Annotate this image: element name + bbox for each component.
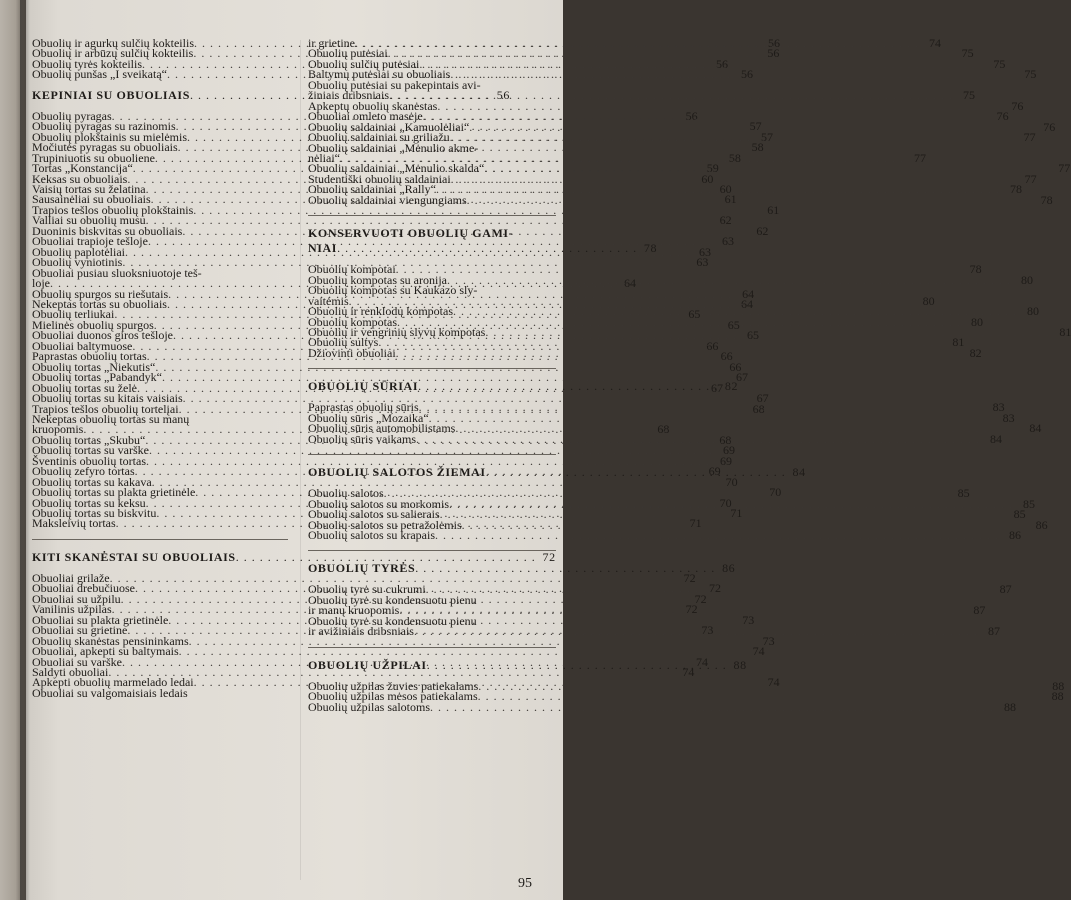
toc-entry-page: 83 (1002, 410, 1015, 425)
toc-entry-title: Obuolių tortas „Niekutis“ (32, 359, 156, 374)
dot-leader (418, 379, 718, 394)
toc-entry-page: 62 (719, 213, 732, 228)
toc-entry-page: 74 (695, 654, 708, 669)
toc-entry-page: 75 (1024, 67, 1037, 82)
toc-entry-page: 56 (685, 108, 698, 123)
toc-entry-page: 77 (1023, 130, 1036, 145)
toc-entry-page: 69 (720, 453, 732, 468)
toc-entry-page: 70 (769, 485, 782, 500)
section-page: 84 (792, 465, 806, 480)
toc-entry-title: Obuoliai su grietine (32, 623, 128, 638)
toc-entry-page: 56 (767, 46, 780, 61)
toc-entry-title-line1: Obuolių tyrė su kondensuotu pienu (308, 613, 477, 628)
page-number: 95 (518, 876, 532, 891)
toc-entry-title: Obuolių užpilas salotoms (308, 699, 430, 714)
toc-entry-title: Obuolių pyragas (32, 108, 112, 123)
toc-entry-page: 74 (767, 675, 780, 690)
section-heading-line2-row (308, 241, 658, 256)
toc-entry-page: 88 (1004, 699, 1016, 714)
toc-entry-page: 58 (728, 150, 741, 165)
toc-entry-page: 72 (694, 591, 707, 606)
toc-entry-title: Obuoliai duonos giros tešloje (32, 328, 173, 343)
toc-entry-title: Močiutės pyragas su obuoliais (32, 140, 178, 155)
toc-entry-title: Obuolių spurgos su riešutais (32, 286, 169, 301)
section-heading-text: KEPINIAI SU OBUOLIAIS (32, 87, 190, 102)
toc-entry-page: 72 (683, 570, 696, 585)
toc-entry-page: 76 (1043, 119, 1056, 134)
toc-entry-title: Obuolių salotos su salierais (308, 507, 440, 522)
toc-entry-title: Obuolių salotos su morkomis (308, 496, 450, 511)
toc-entry-page: 59 (706, 161, 719, 176)
toc-entry-title: Obuolių tortas su plakta grietinėle (32, 485, 196, 500)
toc-entry-title-line1: Obuolių tyrė su kondensuotu pienu (308, 592, 477, 607)
dot-leader (447, 275, 1011, 285)
toc-entry-page: 81 (1059, 324, 1071, 339)
toc-entry-title: Obuolių saldainiai „Rally“ (308, 182, 436, 197)
toc-entry-title: Obuolių skanėstas pensininkams (32, 633, 189, 648)
section-heading-text: OBUOLIŲ SŪRIAI (308, 379, 419, 394)
toc-entry-page: 64 (742, 286, 755, 301)
toc-entry-page: 75 (961, 46, 974, 61)
toc-entry-title: Maksleivių tortas (32, 516, 116, 531)
toc-entry-title-line2: ir manų kruopomis (308, 603, 400, 618)
toc-entry-title: Obuolių kompotai (308, 262, 396, 277)
toc-entry-title: Obuolių tyrė su cukrumi (308, 582, 426, 597)
toc-entry-page: 80 (922, 293, 935, 308)
dot-leader (435, 530, 999, 540)
toc-entry-page: 80 (1026, 304, 1039, 319)
toc-entry-page: 63 (721, 234, 734, 249)
toc-entry-title: Obuolių ir arbūzų sulčių kokteilis (32, 46, 194, 61)
toc-entry-title: Obuolių salotos (308, 486, 384, 501)
toc-entry-page: 86 (1035, 517, 1048, 532)
toc-entry-title: Obuolių kompotas (308, 314, 397, 329)
toc-entry-title: Obuolių saldainiai viengungiams (308, 192, 467, 207)
toc-entry-title: Obuoliai, apkepti su baltymais (32, 644, 179, 659)
toc-entry-page: 63 (698, 244, 711, 259)
toc-entry-page: 67 (710, 380, 723, 395)
toc-entry-page: 86 (1009, 527, 1021, 542)
toc-entry-title: Obuolių kompotas su aronija (308, 272, 447, 287)
toc-entry-title: Trupiniuotis su obuoliene (32, 150, 155, 165)
toc-entry-title: Obuolių punšas „I sveikatą“ (32, 67, 167, 82)
toc-entry-title: Vaisių tortas su želatina (32, 181, 146, 196)
dot-leader (415, 561, 715, 576)
toc-entry-page: 67 (756, 391, 769, 406)
toc-entry-title: Obuolių ir renklodų kompotas (308, 304, 453, 319)
toc-entry-title: Obuoliai su plakta grietinėle (32, 612, 169, 627)
toc-entry-page: 57 (749, 119, 762, 134)
toc-entry-title: Paprastas obuolių sūris (308, 400, 419, 415)
toc-entry-title: Obuolių tortas su biskvitu (32, 506, 157, 521)
toc-entry-page: 73 (762, 633, 775, 648)
toc-entry-page: 77 (1024, 171, 1037, 186)
dot-leader (427, 654, 727, 673)
dot-leader (396, 348, 960, 358)
dot-leader (426, 581, 990, 596)
toc-entry-title-line1: Obuolių saldainiai „Mėnulio akme- (308, 140, 479, 155)
toc-entry-title: Obuolių putėsiai (308, 46, 388, 61)
toc-entry-page: 57 (761, 129, 773, 144)
toc-entry-page: 80 (1020, 272, 1033, 287)
dot-leader (467, 192, 1031, 207)
toc-entry-page: 60 (701, 171, 714, 186)
toc-entry-page: 87 (973, 603, 986, 618)
toc-entry-title: Obuolių sultys (308, 335, 379, 350)
toc-entry-title-line2: nėliai“ (308, 150, 340, 165)
dot-leader (486, 465, 786, 480)
section-heading-kiti (32, 549, 556, 565)
toc-entry-page: 67 (735, 370, 748, 385)
toc-entry-page: 83 (992, 400, 1005, 415)
toc-entry-title: Džiovinti obuoliai (308, 345, 396, 360)
toc-entry-title: Obuolių plokštainis su mielėmis (32, 129, 187, 144)
section-page: 56 (496, 87, 510, 102)
toc-entry-page: 56 (767, 36, 780, 50)
toc-entry-title: Obuolių tortas su keksu (32, 495, 146, 510)
toc-entry-title-line1: Obuolių putėsiai su pakepintais avi- (308, 77, 481, 92)
toc-entry-title: Tortas „Konstancija“ (32, 161, 133, 176)
toc-entry-title-line1: Obuoliai pusiau sluoksniuotoje teš- (32, 265, 202, 280)
section-rule (308, 454, 556, 455)
toc-entry-title: Obuolių saldainiai su griliažu (308, 130, 450, 145)
toc-entry (308, 527, 1021, 542)
dot-leader (450, 67, 1014, 82)
toc-entry-title-line2: vaitėmis (308, 293, 349, 308)
toc-entry-page: 70 (725, 474, 738, 489)
dot-leader (450, 129, 1014, 144)
toc-entry-page: 64 (740, 296, 753, 311)
toc-entry-page: 77 (913, 150, 926, 165)
toc-entry-title: Apkepti obuolių marmelado ledai (32, 675, 194, 690)
toc-entry-title: Paprastas obuolių tortas (32, 349, 147, 364)
toc-entry-page: 58 (751, 140, 764, 155)
toc-entry-title: Obuolių užpilas mėsos patiekalams (308, 689, 478, 704)
toc-entry-title: Obuolių paplotėliai (32, 244, 125, 259)
section-heading-text: KITI SKANĖSTAI SU OBUOLIAIS (32, 549, 236, 564)
toc-entry-page: 66 (706, 338, 719, 353)
section-page: 72 (542, 549, 556, 564)
section-rule (308, 647, 556, 648)
toc-entry-page: 69 (722, 443, 735, 458)
toc-entry-title-line2: loje (32, 276, 50, 291)
section-heading-konservuoti (308, 226, 658, 256)
toc-entry-page: 74 (752, 644, 765, 659)
toc-entry-title: Keksas su obuoliais (32, 171, 128, 186)
toc-entry-title: Obuoliai drebučiuose (32, 581, 135, 596)
toc-entry-page: 68 (719, 432, 732, 447)
toc-entry-title: Obuolių tortas su varške (32, 443, 149, 458)
toc-entry-page: 69 (708, 464, 721, 479)
toc-entry-title: Apkeptų obuolių skanėstas (308, 98, 438, 113)
dot-leader (430, 702, 994, 712)
toc-entry-page: 85 (957, 486, 970, 501)
toc-entry-title: Saldyti obuoliai (32, 665, 109, 680)
section-heading-line1: KONSERVUOTI OBUOLIŲ GAMI- (308, 226, 514, 241)
toc-entry-title: Trapios tešlos obuolių plokštainis (32, 202, 194, 217)
toc-entry-title: Obuolių tortas su želė (32, 380, 137, 395)
toc-entry-title: Obuoliai su varške (32, 654, 122, 669)
section-rule (308, 550, 556, 551)
toc-entry-page: 84 (990, 431, 1002, 446)
section-heading-line2: NIAI (308, 241, 338, 256)
toc-entry-title: Studentiški obuolių saldainiai (308, 171, 451, 186)
toc-entry (32, 685, 288, 700)
toc-entry-title: Vanilinis užpilas (32, 602, 112, 617)
toc-entry-title-line1: Obuolių kompotas su Kaukazo sly- (308, 283, 478, 298)
toc-entry-page: 87 (999, 582, 1012, 597)
toc-entry-title: Obuoliai su užpilu (32, 591, 121, 606)
toc-entry-title: Trapios tešlos obuolių tortelįai (32, 401, 179, 416)
toc-entry-title: Obuoliai baltymuose (32, 338, 133, 353)
toc-entry-title-line2: žiniais dribsniais (308, 88, 389, 103)
toc-entry-page: 87 (987, 624, 1000, 639)
toc-entry-page: 56 (740, 67, 753, 82)
toc-entry-title: Obuolių sūris automobilistams (308, 421, 456, 436)
toc-entry-page: 76 (1011, 98, 1024, 113)
toc-entry-title: Baltymų putėsiai su obuoliais (308, 67, 451, 82)
toc-entry-page: 66 (729, 359, 742, 374)
toc-entry-title: Obuolių terliukai (32, 307, 115, 322)
toc-entry-page: 71 (689, 516, 702, 531)
toc-entry-page: 62 (756, 223, 769, 238)
toc-entry-page: 65 (688, 307, 701, 322)
toc-entry-title: Obuoliai trapioje tešloje (32, 234, 148, 249)
toc-entry-page: 85 (1023, 496, 1036, 511)
toc-entry-title: Duoninis biskvitas su obuoliais (32, 223, 183, 238)
section-heading-text: OBUOLIŲ TYRĖS (308, 561, 416, 576)
toc-entry-title: Obuolių salotos su krapais (308, 527, 435, 542)
toc-entry-page: 70 (719, 495, 732, 510)
toc-entry-page: 81 (952, 335, 965, 350)
toc-entry-page: 72 (685, 602, 698, 617)
toc-entry-page: 71 (730, 506, 743, 521)
toc-entry-page: 76 (996, 109, 1009, 124)
toc-entry-title: Obuolių zefyro tortas (32, 464, 135, 479)
toc-entry-title: Obuolių tortas su kitais vaisiais (32, 391, 183, 406)
toc-entry-title: Šventinis obuolių tortas (32, 453, 146, 468)
toc-entry-title-line1: Nekeptas obuolių tortas su manų (32, 411, 190, 426)
toc-entry-title: Obuolių sūris „Mozaika“ (308, 410, 429, 425)
toc-entry-page: 64 (624, 276, 636, 291)
section-rule (32, 539, 288, 540)
toc-entry-title: Obuolių tyrės kokteilis (32, 56, 142, 71)
toc-entry-page: 88 (1051, 689, 1064, 704)
toc-entry-title: Obuolių ir agurkų sulčių kokteilis (32, 36, 194, 50)
section-heading-tyres (308, 561, 736, 576)
toc-entry-title: Nekeptas tortas su obuoliais (32, 296, 167, 311)
section-page: 82 (724, 379, 739, 394)
toc-entry-page: 82 (969, 345, 982, 360)
dot-leader (414, 623, 978, 638)
toc-entry (308, 699, 1016, 714)
toc-entry-page: 74 (928, 36, 941, 50)
toc-entry-page: 77 (1058, 161, 1071, 176)
toc-entry-page: 68 (752, 401, 765, 416)
toc-entry-title: Obuolių tortas „Pabandyk“ (32, 370, 162, 385)
toc-entry-page: 66 (720, 349, 733, 364)
section-rule (308, 215, 556, 216)
toc-entry-page: 75 (993, 56, 1006, 71)
toc-entry-page: 78 (1040, 192, 1053, 207)
toc-entry-title: Obuolių sūris vaikams (308, 431, 416, 446)
toc-entry-title: Obuolių salotos su petražolėmis (308, 517, 462, 532)
section-rule (308, 368, 556, 369)
toc-entry-title: Obuolių saldainiai „Kamuolėliai“ (308, 119, 470, 134)
toc-entry-page: 75 (963, 88, 975, 103)
toc-entry-page: 63 (696, 255, 709, 270)
dot-leader (399, 602, 963, 617)
toc-entry-page: 73 (701, 623, 714, 638)
toc-entry-page: 72 (708, 581, 721, 596)
toc-entry-page: 73 (742, 612, 755, 627)
toc-entry-title: Obuolių sulčių putėsiai (308, 56, 420, 71)
section-heading-text: OBUOLIŲ SALOTOS ŽIEMAI (308, 465, 486, 480)
section-page: 86 (722, 561, 736, 576)
toc-entry-page: 60 (719, 181, 732, 196)
section-page: 78 (643, 241, 658, 256)
toc-entry-title: Obuolių pyragas su razinomis (32, 119, 176, 134)
toc-entry-title: Valliai su obuolių musu (32, 213, 146, 228)
toc-entry-page: 65 (747, 328, 759, 343)
section-heading-text: OBUOLIŲ UŽPILAI (308, 657, 427, 672)
toc-entry-title-line2: kruopomis (32, 422, 84, 437)
toc-entry-title: Obuoliai omleto masėje (308, 109, 423, 124)
toc-entry-page: 85 (1013, 507, 1026, 522)
toc-entry-title: Obuolių tortas su kakava (32, 474, 152, 489)
toc-entry-title: Sausainėliai su obuoliais (32, 192, 151, 207)
dot-leader (416, 432, 980, 447)
toc-entry-page: 61 (767, 202, 780, 217)
toc-entry-title: Obuoliai su valgomaisiais ledais (32, 685, 188, 700)
toc-entry-page: 84 (1029, 421, 1042, 436)
dot-leader (337, 241, 637, 256)
toc-entry-title: Obuolių užpilas žuvies patiekalams (308, 678, 479, 693)
toc-entry-page: 56 (716, 56, 728, 71)
toc-entry-page: 88 (1052, 678, 1065, 693)
toc-entry-title: Obuolių tortas „Skubu“ (32, 432, 146, 447)
toc-entry-title-line2: ir avižiniais dribsniais (308, 624, 414, 639)
toc-entry-title: Mielinės obuolių spurgos (32, 317, 154, 332)
toc-entry-page: 61 (724, 192, 737, 207)
book-page (26, 0, 1071, 900)
toc-entry-title: Obuolių vyniotinis (32, 255, 123, 270)
toc-entry-page: 78 (1009, 182, 1022, 197)
toc-entry-title: Obuoliai grilaže (32, 570, 110, 585)
binding-shadow (20, 0, 30, 900)
toc-entry-title: Obuolių saldainiai „Mėnulio skalda“ (308, 161, 485, 176)
toc-entry-title: ir grietine (308, 36, 355, 50)
toc-entry-title: Obuolių ir vengrinių slyvų kompotas (308, 324, 486, 339)
toc-entry-page: 74 (682, 665, 695, 680)
toc-entry-page: 80 (971, 314, 983, 329)
section-page: 88 (733, 657, 747, 672)
toc-entry-page: 68 (657, 422, 670, 437)
toc-entry-page: 65 (727, 317, 740, 332)
toc-entry-page: 78 (969, 262, 982, 277)
